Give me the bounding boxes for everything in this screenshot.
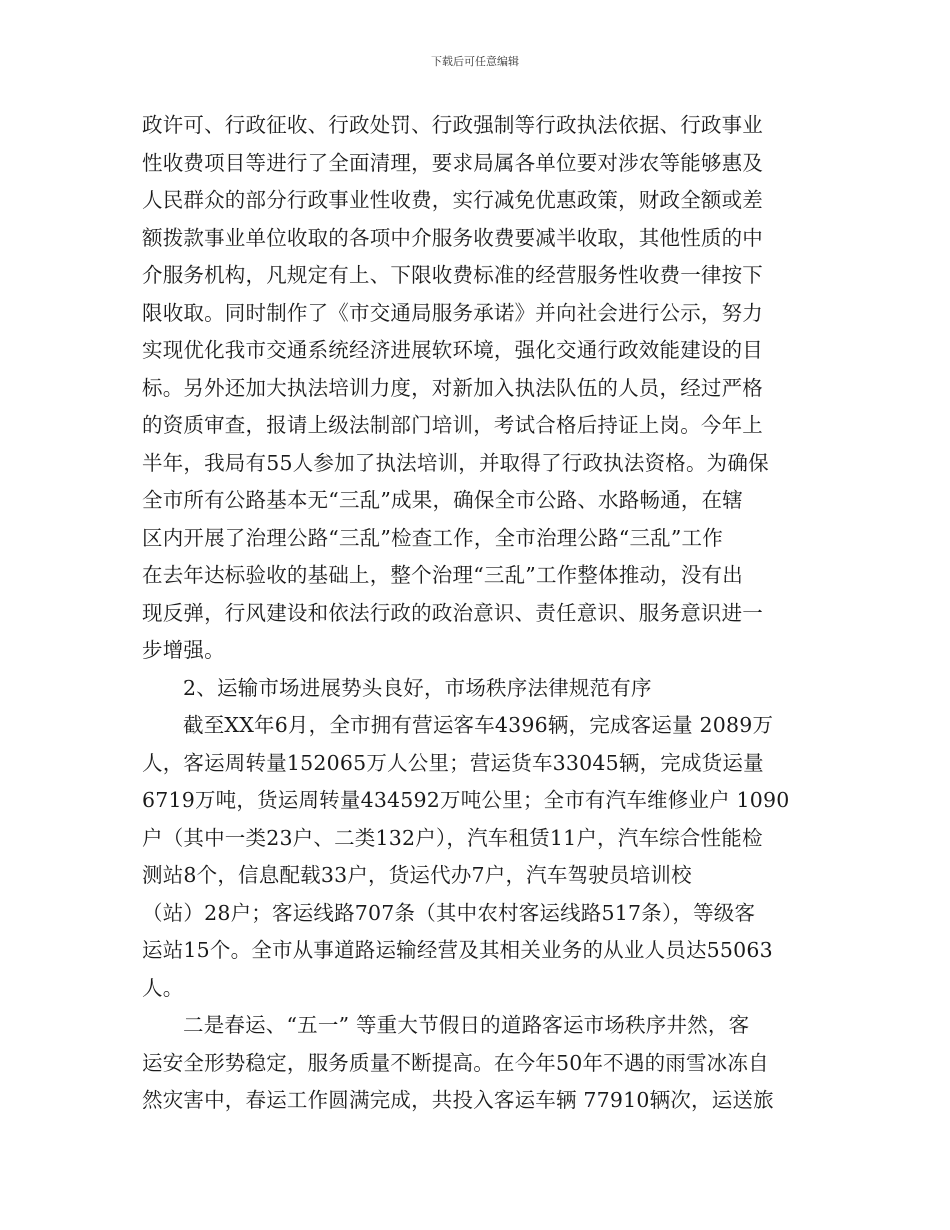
text-line: 的资质审查，报请上级法制部门培训，考试合格后持证上岗。今年上 <box>142 413 763 437</box>
text-line: 现反弹，行风建设和依法行政的政治意识、责任意识、服务意识进一 <box>142 600 763 625</box>
text-line: 测站8个，信息配载33户，货运代办7户，汽车驾驶员培训校 <box>142 863 692 887</box>
text-line: 全市所有公路基本无“三乱”成果，确保全市公路、水路畅通，在辖 <box>142 488 743 512</box>
page-header: 下载后可任意编辑 <box>431 55 519 68</box>
text-line: 性收费项目等进行了全面清理，要求局属各单位要对涉农等能够惠及 <box>142 150 763 175</box>
paragraph-first-line: 二是春运、“五一” 等重大节假日的道路客运市场秩序井然，客 <box>183 1013 750 1037</box>
text-line: 限收取。同时制作了《市交通局服务承诺》并向社会进行公示，努力 <box>142 300 763 325</box>
text-line: 运站15个。全市从事道路运输经营及其相关业务的从业人员达55063 <box>142 938 773 962</box>
text-line: 介服务机构，凡规定有上、下限收费标准的经营服务性收费一律按下 <box>142 263 763 287</box>
text-line: 标。另外还加大执法培训力度，对新加入执法队伍的人员，经过严格 <box>142 375 763 400</box>
body-text <box>142 107 812 1120</box>
text-line: 6719万吨，货运周转量434592万吨公里；全市有汽车维修业户 1090 <box>142 788 790 812</box>
text-line: （站）28户；客运线路707条（其中农村客运线路517条），等级客 <box>142 900 756 925</box>
section-heading: 2、运输市场进展势头良好，市场秩序法律规范有序 <box>183 675 652 700</box>
paragraph-first-line: 截至XX年6月，全市拥有营运客车4396辆，完成客运量 2089万 <box>183 713 774 737</box>
text-line: 人，客运周转量152065万人公里；营运货车33045辆，完成货运量 <box>142 750 764 775</box>
text-line: 人。 <box>142 975 184 1000</box>
text-line: 额拨款事业单位收取的各项中介服务收费要减半收取，其他性质的中 <box>142 225 763 250</box>
text-line: 运安全形势稳定，服务质量不断提高。在今年50年不遇的雨雪冰冻自 <box>142 1050 769 1075</box>
text-line: 半年，我局有55人参加了执法培训，并取得了行政执法资格。为确保 <box>142 450 769 475</box>
text-line: 政许可、行政征收、行政处罚、行政强制等行政执法依据、行政事业 <box>142 113 763 137</box>
text-line: 户（其中一类23户、二类132户），汽车租赁11户，汽车综合性能检 <box>142 825 763 850</box>
text-line: 然灾害中，春运工作圆满完成，共投入客运车辆 77910辆次，运送旅 <box>142 1088 774 1112</box>
text-line: 步增强。 <box>142 638 225 662</box>
text-line: 实现优化我市交通系统经济进展软环境，强化交通行政效能建设的目 <box>142 338 763 362</box>
text-line: 在去年达标验收的基础上，整个治理“三乱”工作整体推动，没有出 <box>142 563 743 587</box>
text-line: 人民群众的部分行政事业性收费，实行减免优惠政策，财政全额或差 <box>142 188 763 212</box>
text-line: 区内开展了治理公路“三乱”检查工作，全市治理公路“三乱”工作 <box>142 525 723 550</box>
